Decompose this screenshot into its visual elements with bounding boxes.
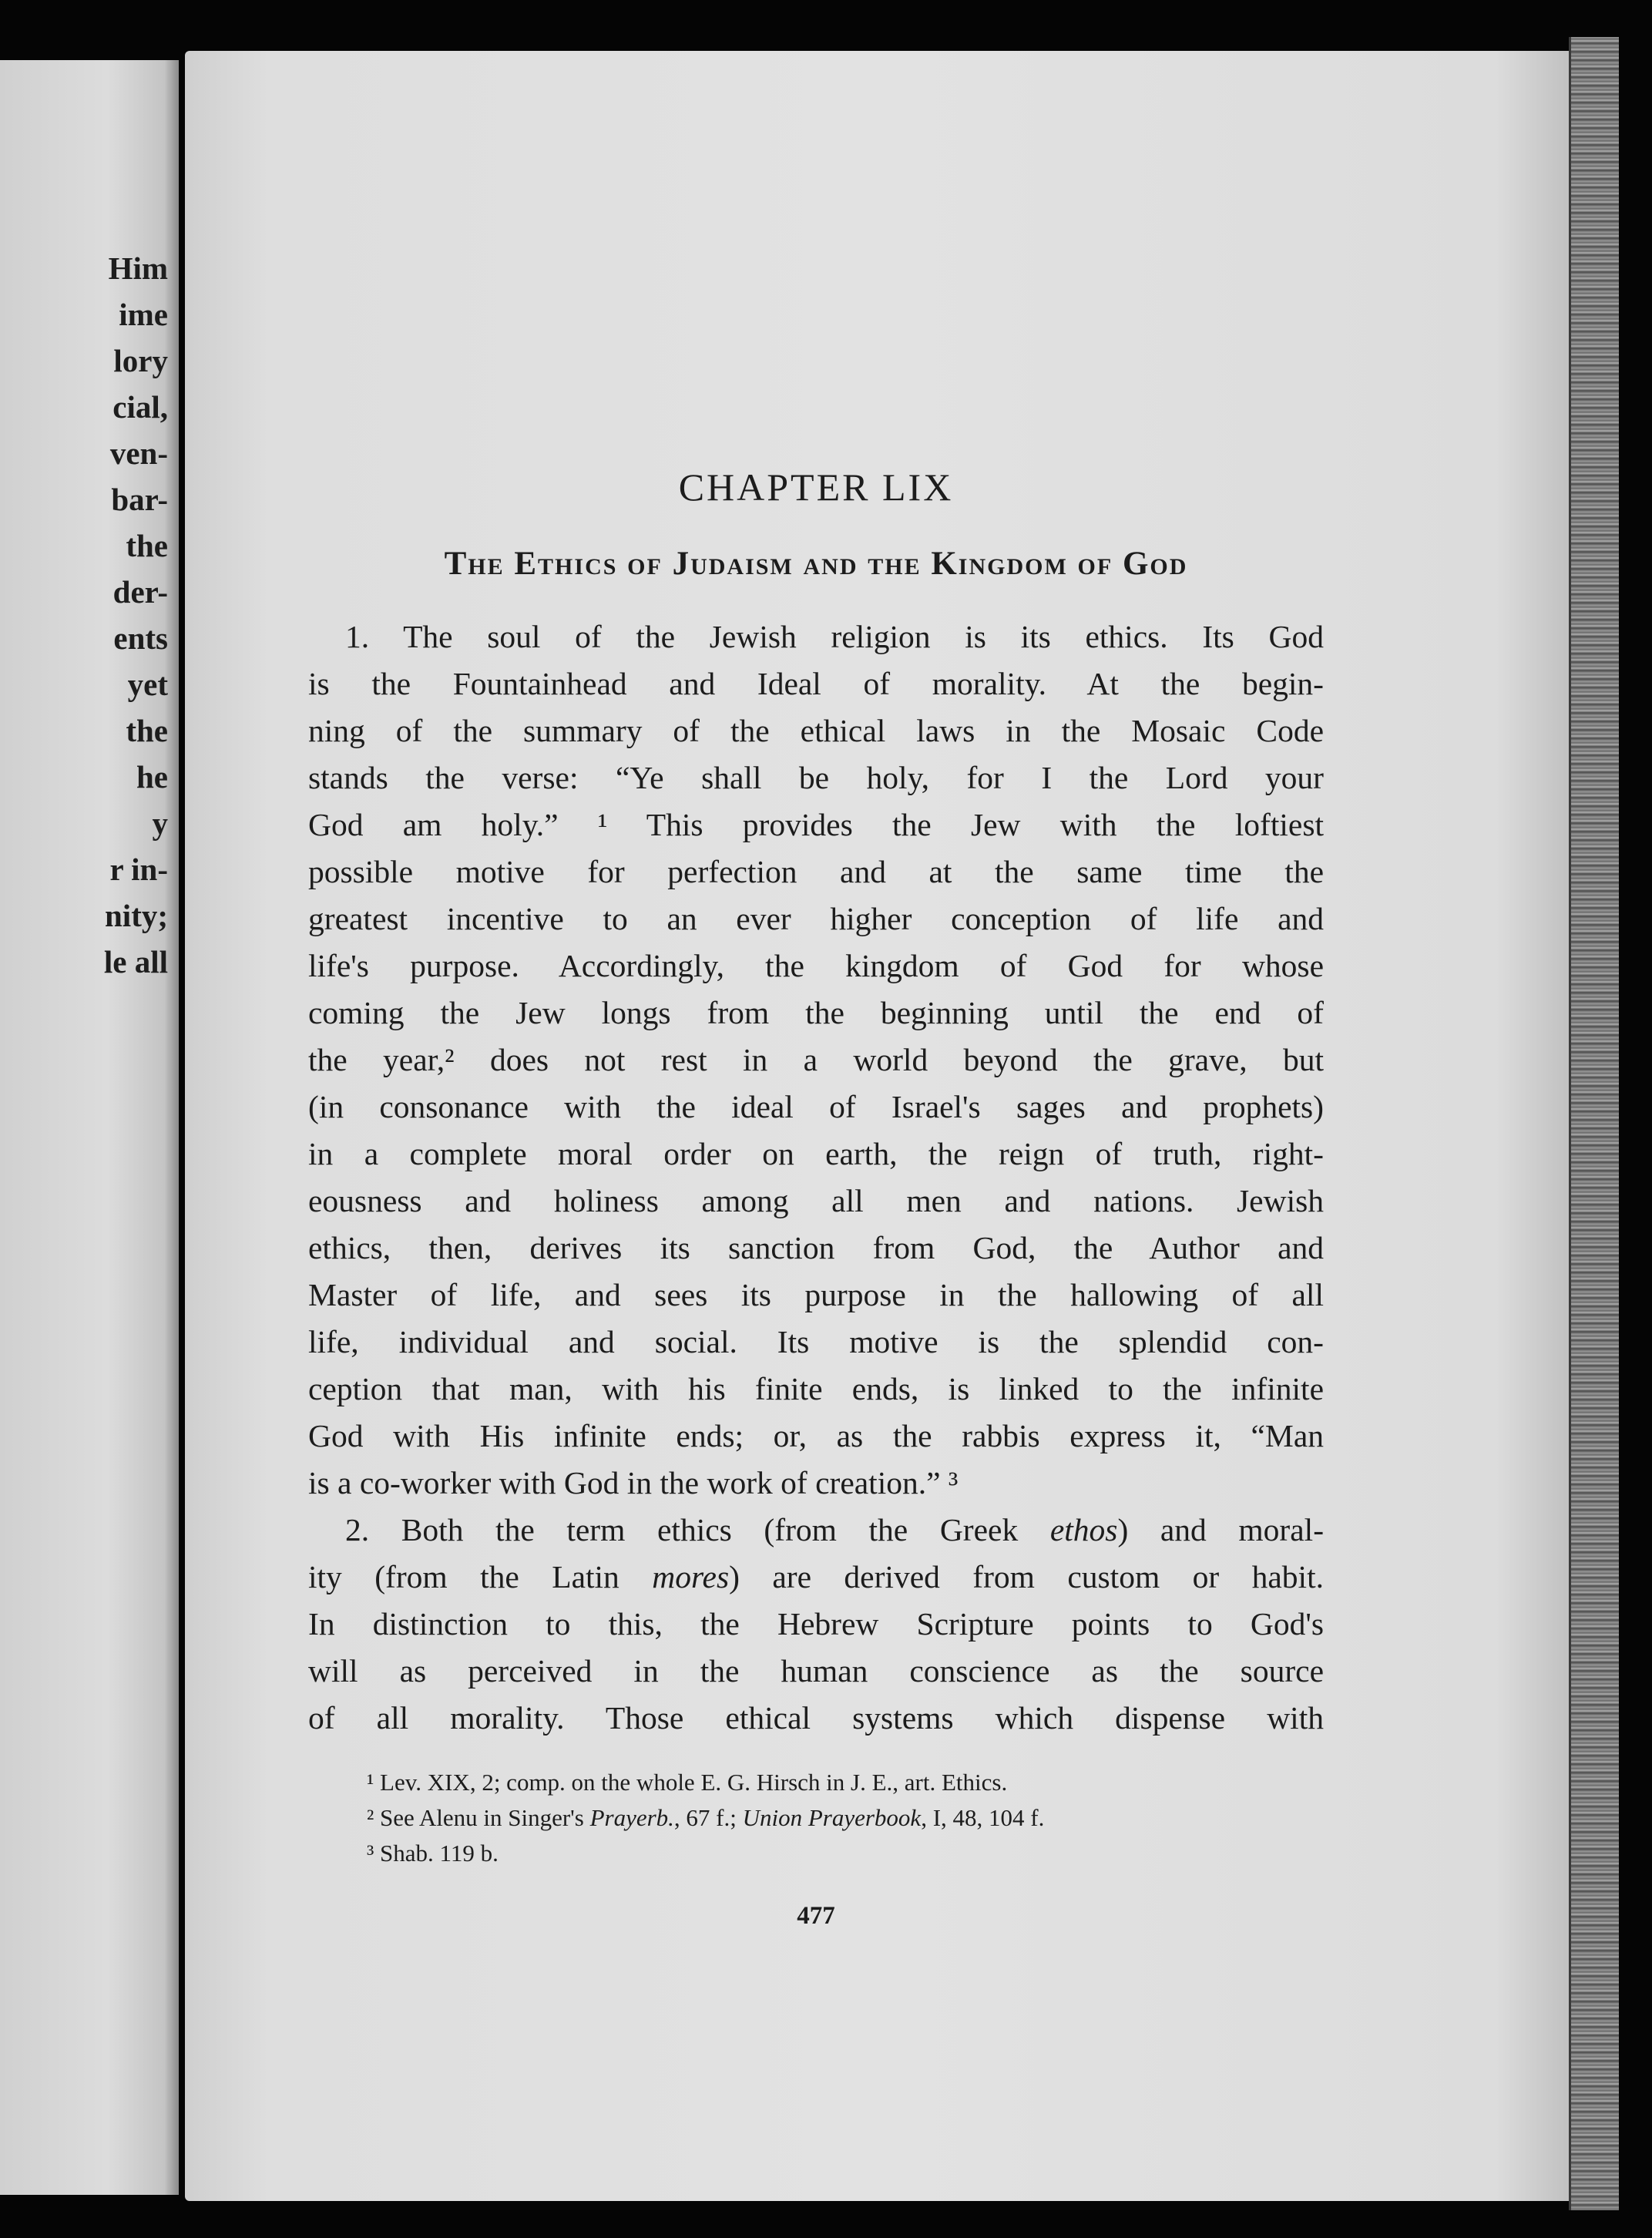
- text-run: ) and moral-: [1117, 1512, 1325, 1547]
- text-line: greatest incentive to an ever higher conception of life and: [308, 901, 1324, 936]
- paragraph-1: [308, 613, 1324, 1507]
- paragraph-2: [308, 1507, 1324, 1742]
- text-line: [308, 1554, 1324, 1601]
- book-title: Prayerb.: [589, 1804, 674, 1831]
- latin-term: mores: [652, 1559, 730, 1594]
- facing-page-line: der-: [112, 574, 168, 610]
- footnotes: [308, 1765, 1324, 1871]
- page-number: 477: [797, 1902, 835, 1930]
- chapter-title: CHAPTER LIX: [678, 465, 954, 509]
- text-line: 1. The soul of the Jewish religion is its ethics. Its God: [345, 619, 1324, 654]
- text-line: of all morality. Those ethical systems which dispense with: [308, 1700, 1324, 1736]
- text-line: life, individual and social. Its motive is the splendid con-: [308, 1324, 1324, 1359]
- text-run: ² See Alenu in Singer's: [367, 1804, 590, 1831]
- chapter-subtitle: The Ethics of Judaism and the Kingdom of God: [444, 546, 1188, 582]
- text-line: God with His infinite ends; or, as the rabbis express it, “Man: [308, 1418, 1324, 1453]
- text-line: will as perceived in the human conscience as the source: [308, 1653, 1324, 1689]
- footnote-3: ³ Shab. 119 b.: [367, 1840, 499, 1867]
- text-line: in a complete moral order on earth, the reign of truth, right-: [308, 1136, 1324, 1171]
- facing-page-line: Him: [108, 250, 168, 286]
- text-line: the year,² does not rest in a world beyond the grave, but: [308, 1042, 1324, 1077]
- text-line: life's purpose. Accordingly, the kingdom of God for whose: [308, 948, 1324, 983]
- page-edges: [1569, 37, 1619, 2210]
- facing-page-line: le all: [103, 944, 168, 980]
- facing-page-line: bar-: [111, 482, 168, 517]
- facing-page-line: r in-: [109, 852, 168, 887]
- facing-page-line: nity;: [105, 898, 168, 933]
- facing-page-line: y: [152, 805, 168, 841]
- page-content: [308, 456, 1324, 1931]
- footnote-2: [367, 1800, 1324, 1836]
- facing-page-line: the: [126, 528, 168, 563]
- text-run: ity (from the Latin: [308, 1559, 653, 1594]
- greek-term: ethos: [1049, 1512, 1118, 1547]
- text-line: stands the verse: “Ye shall be holy, for I the Lord your: [308, 760, 1324, 795]
- text-run: , I, 48, 104 f.: [921, 1804, 1045, 1831]
- text-line: coming the Jew longs from the beginning until the end of: [308, 995, 1324, 1030]
- text-line: (in consonance with the ideal of Israel's sages and prophets): [308, 1089, 1324, 1124]
- text-run: ) are derived from custom or habit.: [729, 1559, 1324, 1594]
- text-line: ning of the summary of the ethical laws in the Mosaic Code: [308, 713, 1324, 748]
- text-line: [308, 1507, 1324, 1554]
- facing-page-line: lory: [113, 343, 168, 378]
- text-run: 2. Both the term ethics (from the Greek: [345, 1512, 1050, 1547]
- facing-page-line: ents: [113, 620, 168, 656]
- facing-page-line: cial,: [112, 389, 168, 425]
- facing-page-fragment: [0, 60, 179, 2195]
- text-line: is the Fountainhead and Ideal of morality. At the begin-: [308, 666, 1324, 701]
- facing-page-line: he: [136, 759, 168, 795]
- facing-page-line: ime: [119, 297, 168, 332]
- text-line: eousness and holiness among all men and nations. Jewish: [308, 1183, 1324, 1218]
- facing-page-line: the: [126, 713, 168, 748]
- facing-page-line: yet: [127, 667, 168, 702]
- text-line: ethics, then, derives its sanction from God, the Author and: [308, 1230, 1324, 1265]
- text-line: ception that man, with his finite ends, is linked to the infinite: [308, 1371, 1324, 1406]
- text-line: God am holy.” ¹ This provides the Jew with the loftiest: [308, 807, 1324, 842]
- text-line: In distinction to this, the Hebrew Scripture points to God's: [308, 1606, 1324, 1642]
- footnote-1: ¹ Lev. XIX, 2; comp. on the whole E. G. Hirsch in J. E., art. Ethics.: [367, 1769, 1008, 1796]
- text-line: is a co-worker with God in the work of creation.” ³: [308, 1465, 959, 1500]
- text-line: possible motive for perfection and at the same time the: [308, 854, 1324, 889]
- text-line: Master of life, and sees its purpose in the hallowing of all: [308, 1277, 1324, 1312]
- book-title: Union Prayerbook: [742, 1804, 922, 1831]
- text-run: , 67 f.;: [673, 1804, 743, 1831]
- facing-page-line: ven-: [109, 435, 168, 471]
